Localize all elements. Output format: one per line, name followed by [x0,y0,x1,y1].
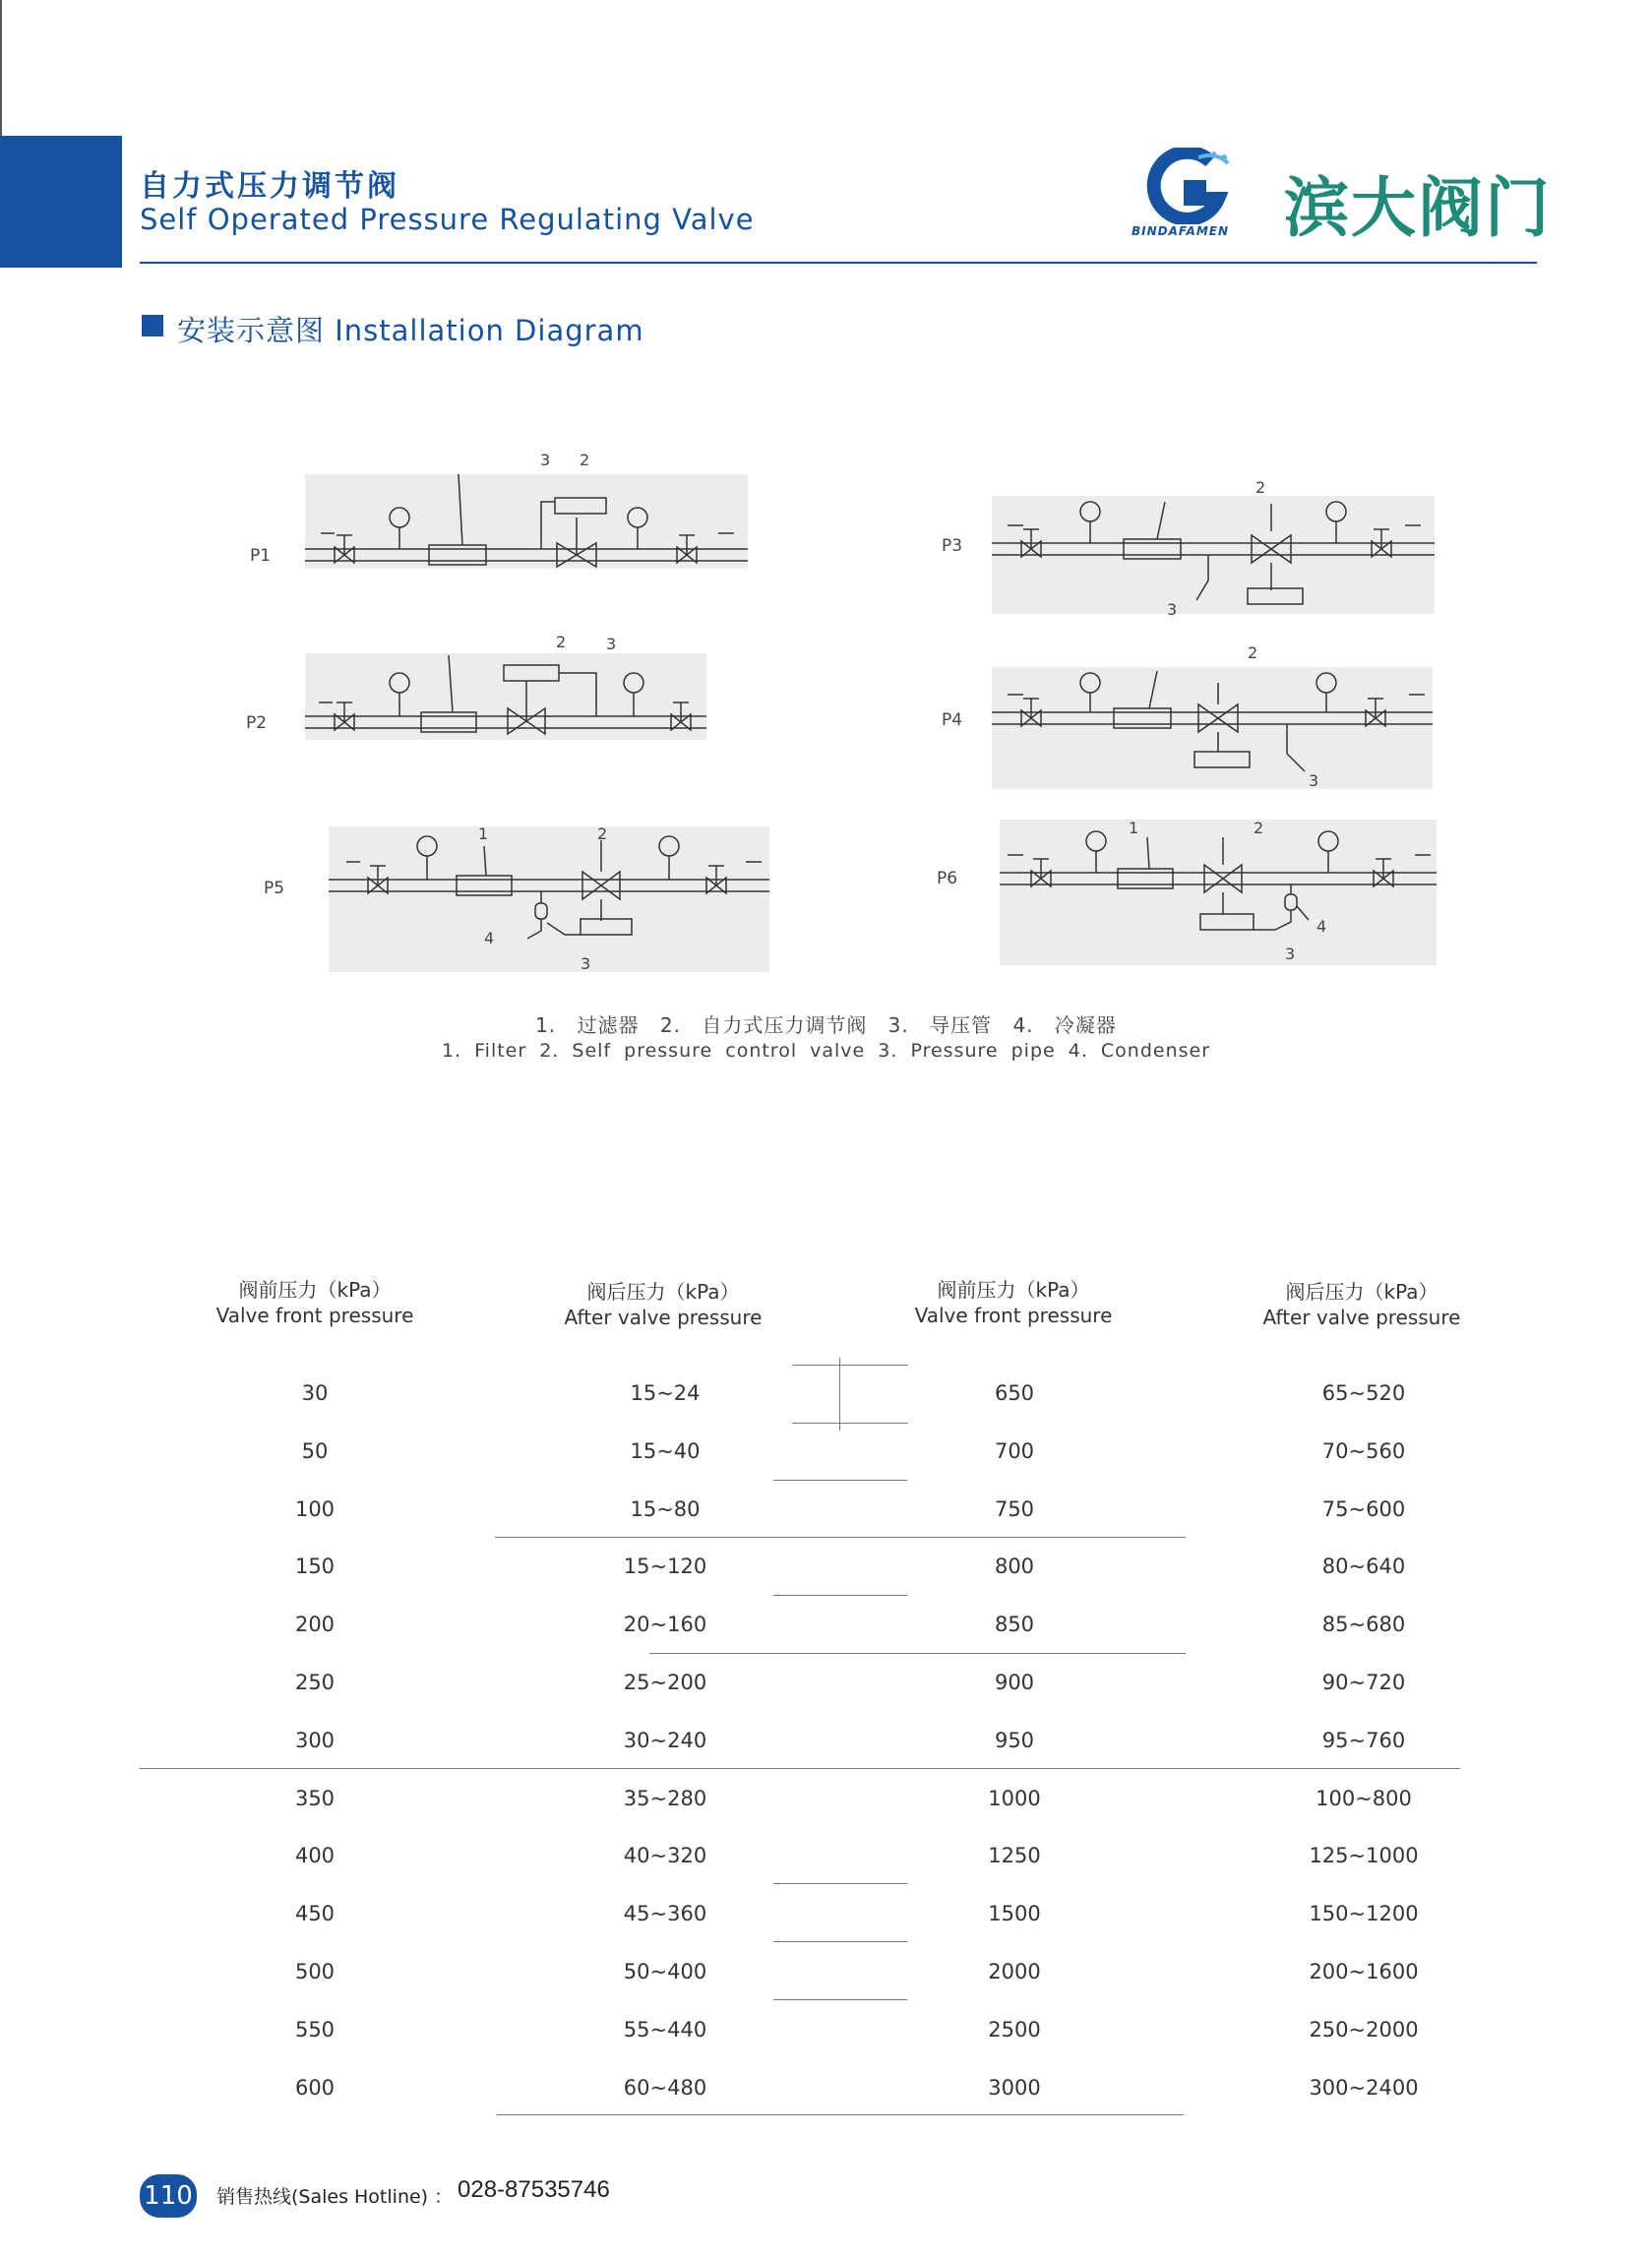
page-title-en: Self Operated Pressure Regulating Valve [140,203,755,236]
table-cell: 65~520 [1321,1381,1406,1405]
left-edge-line [0,0,2,138]
table-cell: 300 [294,1729,336,1752]
table-cell: 200~1600 [1309,1960,1419,1983]
header-divider [140,262,1537,264]
table-cell: 30~240 [623,1729,707,1752]
installation-diagram-p3 [992,472,1435,620]
table-cell: 45~360 [623,1902,707,1925]
table-cell: 250 [294,1671,336,1694]
table-cell: 100 [294,1497,336,1521]
table-cell: 55~440 [623,2018,707,2042]
table-header-col2-cn: 阀后压力（kPa） [586,1280,740,1304]
table-cell: 600 [294,2076,336,2100]
table-header-col3 [876,1277,1151,1328]
table-cell: 2500 [988,2018,1041,2042]
table-cell: 200 [294,1613,336,1636]
diagram-label-p2: P2 [246,713,268,733]
table-cell: 30 [301,1381,329,1405]
table-cell: 15~80 [630,1497,701,1521]
page-number: 110 [140,2174,197,2218]
table-cell: 20~160 [623,1613,707,1636]
diagram-p3-callout-2: 2 [1255,478,1266,497]
diagram-p5-callout-1: 1 [478,824,489,843]
diagram-p2-callout-2: 2 [556,633,567,651]
table-cell: 550 [294,2018,336,2042]
table-rule [497,2114,1184,2115]
diagram-p5-callout-3: 3 [581,954,591,973]
brand-name-cn: 滨大阀门 [1284,170,1552,246]
installation-diagram-p6 [1000,812,1442,969]
table-cell: 350 [294,1787,336,1810]
table-rule [792,1365,908,1366]
table-cell: 50~400 [623,1960,707,1983]
table-cell: 1250 [988,1844,1041,1867]
installation-diagram-p5 [329,817,771,974]
table-rule [773,1595,907,1596]
diagram-legend-en: 1. Filter 2. Self pressure control valve 3. Pressure pipe 4. Condenser [441,1040,1211,1062]
table-cell: 1500 [988,1902,1041,1925]
table-cell: 125~1000 [1309,1844,1419,1867]
table-cell: 70~560 [1321,1439,1406,1463]
table-cell: 50 [301,1439,329,1463]
diagram-p4-callout-3: 3 [1309,771,1319,790]
table-cell: 850 [994,1613,1035,1636]
table-cell: 750 [994,1497,1035,1521]
table-rule [792,1423,908,1424]
diagram-p3-callout-3: 3 [1167,600,1178,619]
table-header-col2-en: After valve pressure [564,1306,763,1329]
diagram-label-p3: P3 [942,536,963,556]
table-cell: 800 [994,1555,1035,1578]
table-cell: 500 [294,1960,336,1983]
table-rule [773,1883,907,1884]
page-title-cn: 自力式压力调节阀 [140,169,399,204]
table-header-col1 [177,1277,453,1328]
table-cell: 35~280 [623,1787,707,1810]
table-cell: 15~40 [630,1439,701,1463]
table-cell: 1000 [988,1787,1041,1810]
table-cell: 15~120 [623,1555,707,1578]
diagram-p6-callout-1: 1 [1129,819,1139,837]
diagram-label-p1: P1 [250,546,272,566]
diagram-label-p6: P6 [937,869,958,888]
table-cell: 250~2000 [1309,2018,1419,2042]
table-cell: 2000 [988,1960,1041,1983]
table-cell: 400 [294,1844,336,1867]
table-cell: 950 [994,1729,1035,1752]
diagram-p5-callout-4: 4 [484,929,495,947]
table-header-col2 [525,1279,801,1330]
section-title: 安装示意图 Installation Diagram [177,314,644,347]
table-header-col4-cn: 阀后压力（kPa） [1285,1280,1438,1304]
brand-name-en: BINDAFAMEN [1132,224,1230,238]
table-rule [773,1999,907,2000]
diagram-p6-callout-4: 4 [1316,917,1327,936]
table-rule [495,1537,1186,1538]
table-header-col1-cn: 阀前压力（kPa） [238,1278,392,1302]
header-blue-tab [0,136,122,268]
table-header-col4 [1224,1279,1499,1330]
diagram-p4-callout-2: 2 [1248,643,1258,662]
table-rule-vertical [839,1358,840,1431]
section-bullet [142,315,163,336]
table-rule [140,1768,1460,1769]
table-cell: 100~800 [1315,1787,1412,1810]
installation-diagram-p1 [305,462,748,580]
installation-diagram-p4 [992,649,1435,797]
table-cell: 150~1200 [1309,1902,1419,1925]
table-cell: 15~24 [630,1381,701,1405]
diagram-p5-callout-2: 2 [597,824,608,843]
table-header-col4-en: After valve pressure [1262,1306,1461,1329]
sales-hotline-number: 028-87535746 [458,2176,610,2203]
table-rule [773,1941,907,1942]
diagram-label-p4: P4 [942,710,963,730]
table-cell: 900 [994,1671,1035,1694]
table-cell: 650 [994,1381,1035,1405]
table-cell: 90~720 [1321,1671,1406,1694]
diagram-legend-cn: 1. 过滤器 2. 自力式压力调节阀 3. 导压管 4. 冷凝器 [535,1013,1117,1037]
table-cell: 95~760 [1321,1729,1406,1752]
sales-hotline-label: 销售热线(Sales Hotline) ： [216,2186,454,2208]
diagram-p1-callout-2: 2 [580,451,590,469]
table-cell: 80~640 [1321,1555,1406,1578]
brand-logo-icon [1141,148,1236,224]
installation-diagram-p2 [305,640,708,748]
diagram-p6-callout-3: 3 [1285,945,1296,963]
table-rule [773,1480,907,1481]
table-cell: 150 [294,1555,336,1578]
table-cell: 700 [994,1439,1035,1463]
table-header-col3-cn: 阀前压力（kPa） [937,1278,1090,1302]
table-cell: 85~680 [1321,1613,1406,1636]
table-cell: 3000 [988,2076,1041,2100]
table-header-col3-en: Valve front pressure [914,1304,1113,1327]
diagram-label-p5: P5 [264,879,285,898]
diagram-p6-callout-2: 2 [1254,819,1264,837]
table-cell: 300~2400 [1309,2076,1419,2100]
table-cell: 75~600 [1321,1497,1406,1521]
table-header-col1-en: Valve front pressure [215,1304,414,1327]
table-cell: 450 [294,1902,336,1925]
table-cell: 60~480 [623,2076,707,2100]
table-cell: 25~200 [623,1671,707,1694]
table-cell: 40~320 [623,1844,707,1867]
diagram-p2-callout-3: 3 [606,635,617,653]
table-rule [649,1653,1186,1654]
diagram-p1-callout-3: 3 [540,451,551,469]
